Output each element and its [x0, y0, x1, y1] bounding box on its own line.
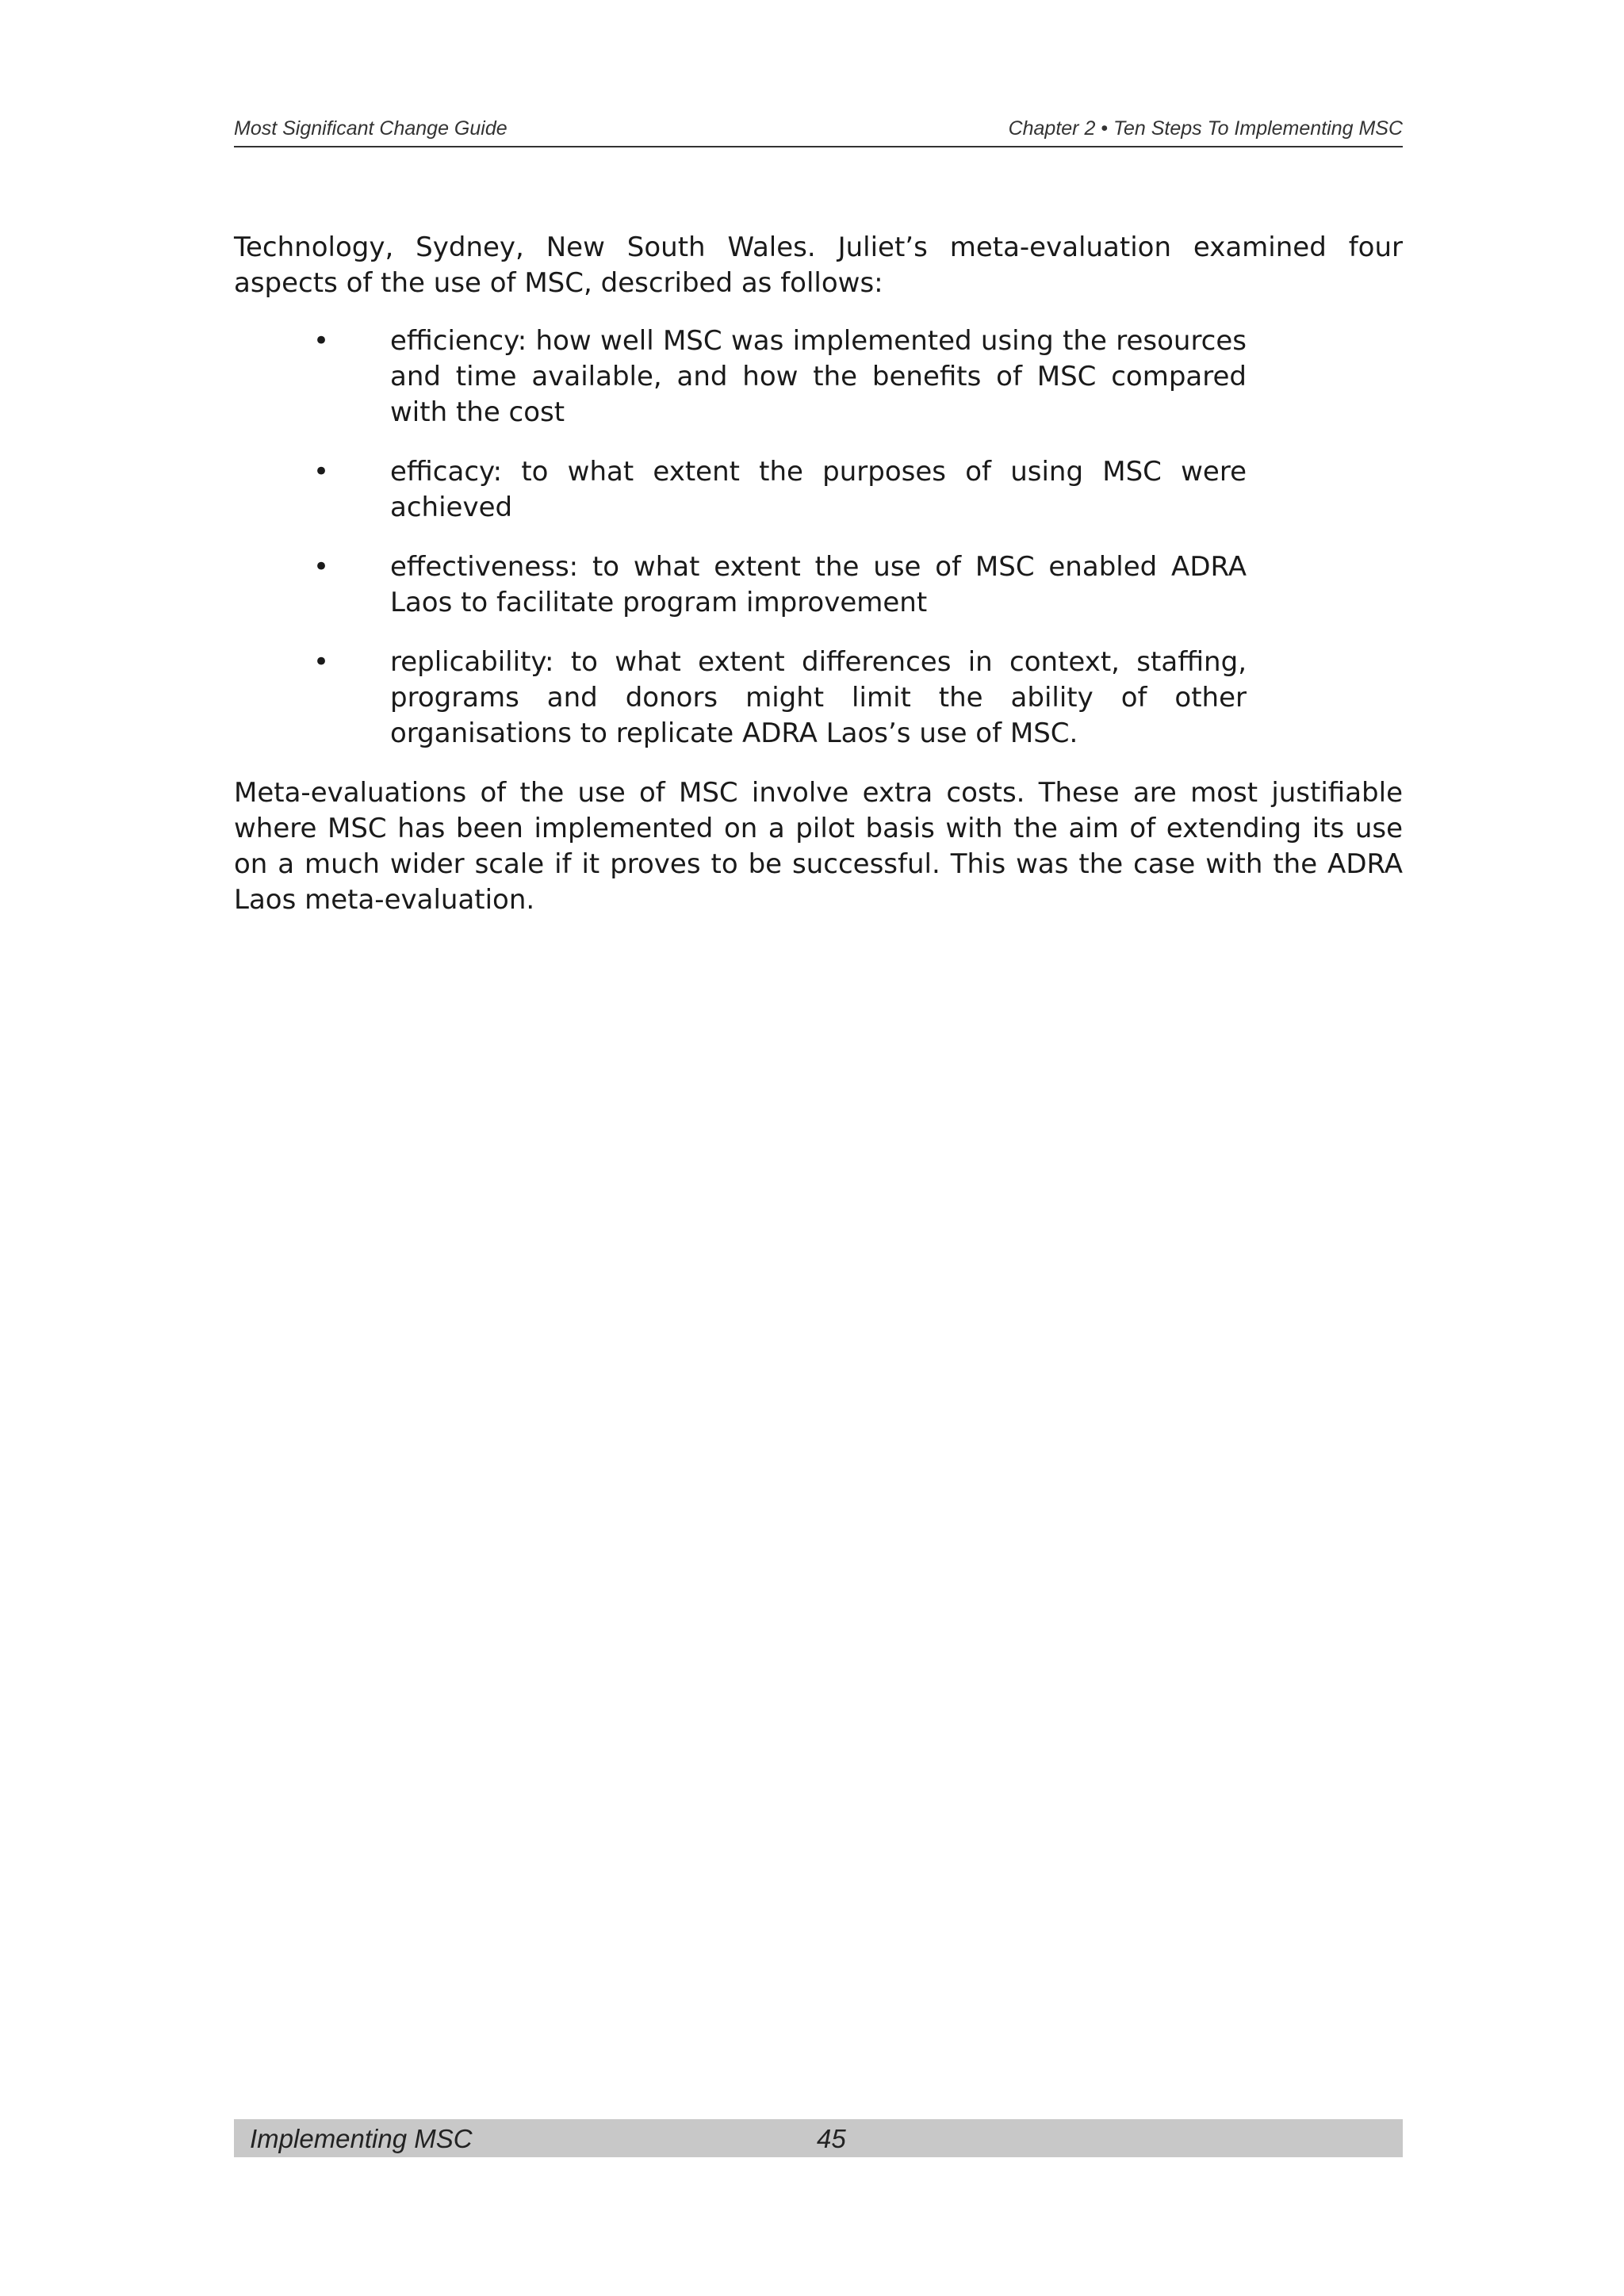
list-item-text: efficiency: how well MSC was implemented using the resources and time available, and how the benefits of MSC compared with the cost — [390, 325, 1247, 428]
footer-section-title: Implementing MSC — [250, 2124, 473, 2153]
list-item-text: efficacy: to what extent the purposes of using MSC were achieved — [390, 456, 1247, 523]
list-item-text: replicability: to what extent differences in context, staffing, programs and donors might limit the ability of other organisations to replicate ADRA Laos’s use of MSC. — [390, 646, 1247, 749]
list-item — [234, 549, 1247, 621]
intro-paragraph: Technology, Sydney, New South Wales. Juliet’s meta-evaluation examined four aspects of the use of MSC, described as follows: — [234, 232, 1403, 299]
list-item — [234, 454, 1247, 526]
page-footer — [234, 2119, 1403, 2157]
page-body — [234, 230, 1403, 918]
aspects-list — [234, 323, 1403, 752]
running-header — [234, 114, 1403, 147]
page-number: 45 — [817, 2124, 846, 2153]
bullet-icon: • — [313, 456, 330, 488]
closing-paragraph: Meta-evaluations of the use of MSC involve extra costs. These are most justifiable where MSC has been implemented on a pilot basis with the aim of extending its use on a much wider scale if it proves to be successful. This was the case with the ADRA Laos meta-evaluation. — [234, 777, 1403, 916]
list-item-text: effectiveness: to what extent the use of MSC enabled ADRA Laos to facilitate program improvement — [390, 551, 1247, 618]
bullet-icon: • — [313, 325, 330, 357]
header-guide-title: Most Significant Change Guide — [234, 117, 508, 140]
list-item — [234, 323, 1247, 430]
bullet-icon: • — [313, 646, 330, 678]
header-chapter-title: Chapter 2 • Ten Steps To Implementing MSC — [1008, 117, 1403, 140]
bullet-icon: • — [313, 551, 330, 583]
list-item — [234, 645, 1247, 752]
